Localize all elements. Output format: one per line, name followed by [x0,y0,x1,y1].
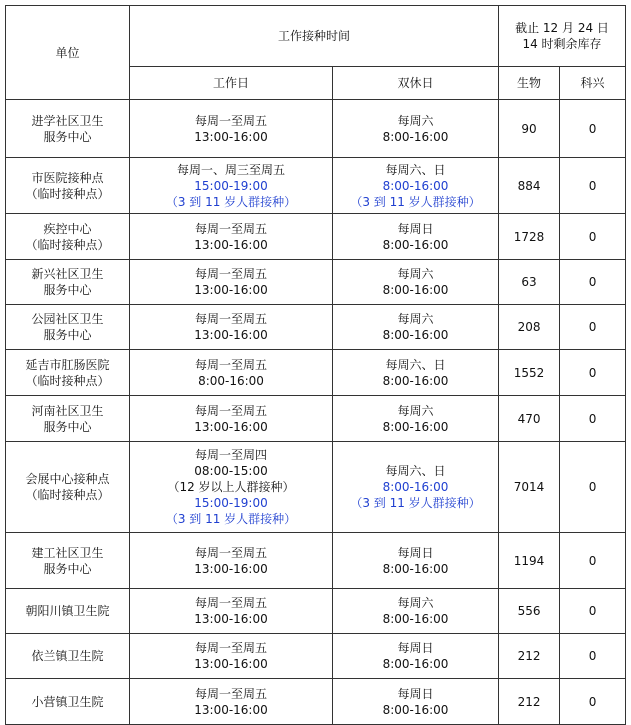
kexing-stock-cell: 0 [560,260,626,305]
unit-name-line: 依兰镇卫生院 [31,649,104,663]
unit-name-line: 延吉市肛肠医院 [25,357,110,372]
weekday-time-line: 每周一至周五 [194,312,267,326]
weekday-time-line: 每周一至周五 [194,403,267,418]
weekend-cell [333,100,499,158]
weekend-cell [333,589,499,634]
unit-cell [6,100,130,158]
kexing-stock-cell: 0 [560,396,626,442]
weekday-time-line: 每周一至周五 [194,267,267,281]
unit-name-line: 河南社区卫生 [31,403,104,418]
header-stock-line-1: 截止 12 月 24 日 [515,21,609,35]
unit-cell [6,396,130,442]
weekend-time-line: 8:00-16:00 [382,657,449,671]
weekend-time-line: 8:00-16:00 [382,129,449,144]
bio-stock-cell: 208 [499,305,560,350]
weekend-time-line: 每周六、日 [385,357,446,372]
unit-name-line: 建工社区卫生 [31,545,104,560]
weekend-time-line: 8:00-16:00 [382,612,449,626]
weekend-cell [333,679,499,725]
bio-stock-cell: 7014 [499,442,560,533]
unit-name-line: 会展中心接种点 [25,472,110,486]
weekday-cell [130,260,333,305]
kexing-stock-cell: 0 [560,533,626,589]
weekend-cell [333,260,499,305]
unit-cell [6,442,130,533]
bio-stock-cell: 63 [499,260,560,305]
header-kexing: 科兴 [560,67,626,100]
unit-cell [6,214,130,260]
unit-name-line: 新兴社区卫生 [31,267,104,281]
weekend-time-line: 每周六 [397,403,434,418]
unit-name-line: （临时接种点） [25,237,110,252]
bio-stock-cell: 212 [499,679,560,725]
weekend-time-line: 每周六、日 [385,464,446,478]
unit-cell [6,350,130,396]
weekend-time-line: 8:00-16:00 [382,419,449,434]
unit-name-line: （临时接种点） [25,488,110,502]
vaccination-schedule-table [5,5,626,725]
weekend-time-line: （3 到 11 岁人群接种） [350,194,481,209]
weekday-time-line: 8:00-16:00 [198,373,264,388]
weekday-time-line: 每周一至周五 [194,545,267,560]
kexing-stock-cell: 0 [560,214,626,260]
weekday-time-line: 13:00-16:00 [194,419,268,434]
table-row [6,158,626,214]
unit-name-line: 进学社区卫生 [31,113,104,128]
header-row-1 [6,6,626,67]
weekend-time-line: 每周日 [397,686,434,701]
bio-stock-cell: 1194 [499,533,560,589]
kexing-stock-cell: 0 [560,100,626,158]
weekday-time-line: 每周一至周五 [194,686,267,701]
weekend-time-line: 8:00-16:00 [382,561,449,576]
weekday-time-line: 13:00-16:00 [194,702,268,717]
weekend-time-line: 每周六 [397,267,434,281]
weekday-time-line: 每周一至周五 [194,357,267,372]
weekday-time-line: 13:00-16:00 [194,328,268,342]
bio-stock-cell: 556 [499,589,560,634]
header-stock-line-2: 14 时剩余库存 [522,37,602,51]
weekend-time-line: 每周六 [397,596,434,610]
weekend-time-line: 8:00-16:00 [382,702,449,717]
weekday-cell [130,350,333,396]
table-row [6,589,626,634]
weekday-time-line: 每周一、周三至周五 [176,162,285,177]
weekend-cell [333,442,499,533]
kexing-stock-cell: 0 [560,442,626,533]
weekday-time-line: 13:00-16:00 [194,561,268,576]
unit-name-line: 服务中心 [43,419,92,434]
unit-name-line: 公园社区卫生 [31,312,104,326]
unit-name-line: 服务中心 [43,328,92,342]
weekday-time-line: 15:00-19:00 [194,496,268,510]
table-row [6,533,626,589]
weekday-cell [130,634,333,679]
bio-stock-cell: 1552 [499,350,560,396]
unit-cell [6,589,130,634]
weekend-time-line: 8:00-16:00 [382,328,449,342]
kexing-stock-cell: 0 [560,589,626,634]
table-row [6,260,626,305]
weekday-time-line: 13:00-16:00 [194,283,268,297]
bio-stock-cell: 1728 [499,214,560,260]
unit-name-line: 服务中心 [43,561,92,576]
weekday-time-line: 每周一至周五 [194,113,267,128]
weekend-time-line: 8:00-16:00 [382,480,449,494]
header-unit: 单位 [6,6,130,100]
unit-cell [6,634,130,679]
weekday-time-line: 15:00-19:00 [194,178,268,193]
weekday-time-line: 13:00-16:00 [194,129,268,144]
weekend-time-line: 每周六 [397,113,434,128]
kexing-stock-cell: 0 [560,634,626,679]
weekend-cell [333,158,499,214]
kexing-stock-cell: 0 [560,158,626,214]
bio-stock-cell: 470 [499,396,560,442]
weekday-cell [130,396,333,442]
weekday-time-line: 每周一至周五 [194,596,267,610]
weekday-cell [130,158,333,214]
kexing-stock-cell: 0 [560,679,626,725]
weekend-time-line: 每周日 [397,641,434,655]
weekend-cell [333,350,499,396]
unit-cell [6,533,130,589]
weekday-time-line: 每周一至周五 [194,221,267,236]
unit-name-line: （临时接种点） [25,186,110,201]
unit-name-line: 小营镇卫生院 [31,694,104,709]
unit-cell [6,260,130,305]
weekday-cell [130,100,333,158]
weekday-cell [130,589,333,634]
weekend-time-line: 每周日 [397,221,434,236]
weekend-time-line: 8:00-16:00 [382,178,449,193]
bio-stock-cell: 884 [499,158,560,214]
weekend-cell [333,634,499,679]
unit-cell [6,305,130,350]
weekend-time-line: 8:00-16:00 [382,373,449,388]
kexing-stock-cell: 0 [560,305,626,350]
weekday-cell [130,214,333,260]
header-bio: 生物 [499,67,560,100]
table-row [6,350,626,396]
weekend-cell [333,305,499,350]
weekday-time-line: 每周一至周四 [194,448,267,462]
weekday-cell [130,533,333,589]
table-row [6,100,626,158]
weekday-time-line: 13:00-16:00 [194,657,268,671]
table-row [6,396,626,442]
weekend-time-line: 每周日 [397,545,434,560]
weekday-cell [130,442,333,533]
weekend-time-line: 8:00-16:00 [382,283,449,297]
unit-name-line: （临时接种点） [25,373,110,388]
table-row [6,634,626,679]
table-row [6,214,626,260]
weekend-time-line: 每周六、日 [385,162,446,177]
table-row [6,305,626,350]
weekday-time-line: （3 到 11 岁人群接种） [165,194,297,209]
weekday-time-line: 13:00-16:00 [194,237,268,252]
bio-stock-cell: 90 [499,100,560,158]
unit-name-line: 疾控中心 [43,221,92,236]
unit-name-line: 服务中心 [43,283,92,297]
weekend-time-line: （3 到 11 岁人群接种） [350,496,481,510]
weekday-time-line: 13:00-16:00 [194,612,268,626]
header-weekend: 双休日 [333,67,499,100]
header-weekday: 工作日 [130,67,333,100]
bio-stock-cell: 212 [499,634,560,679]
weekend-time-line: 8:00-16:00 [382,237,449,252]
unit-name-line: 服务中心 [43,129,92,144]
weekend-cell [333,533,499,589]
unit-cell [6,679,130,725]
weekday-cell [130,679,333,725]
weekday-time-line: （12 岁以上人群接种） [167,480,295,494]
kexing-stock-cell: 0 [560,350,626,396]
weekend-cell [333,214,499,260]
weekday-time-line: （3 到 11 岁人群接种） [165,512,297,526]
weekend-cell [333,396,499,442]
weekday-cell [130,305,333,350]
table-row [6,442,626,533]
weekday-time-line: 08:00-15:00 [194,464,268,478]
header-stock [499,6,626,67]
unit-name-line: 市医院接种点 [31,170,104,185]
unit-name-line: 朝阳川镇卫生院 [25,604,110,618]
weekday-time-line: 每周一至周五 [194,641,267,655]
weekend-time-line: 每周六 [397,312,434,326]
header-schedule: 工作接种时间 [130,6,499,67]
table-row [6,679,626,725]
unit-cell [6,158,130,214]
